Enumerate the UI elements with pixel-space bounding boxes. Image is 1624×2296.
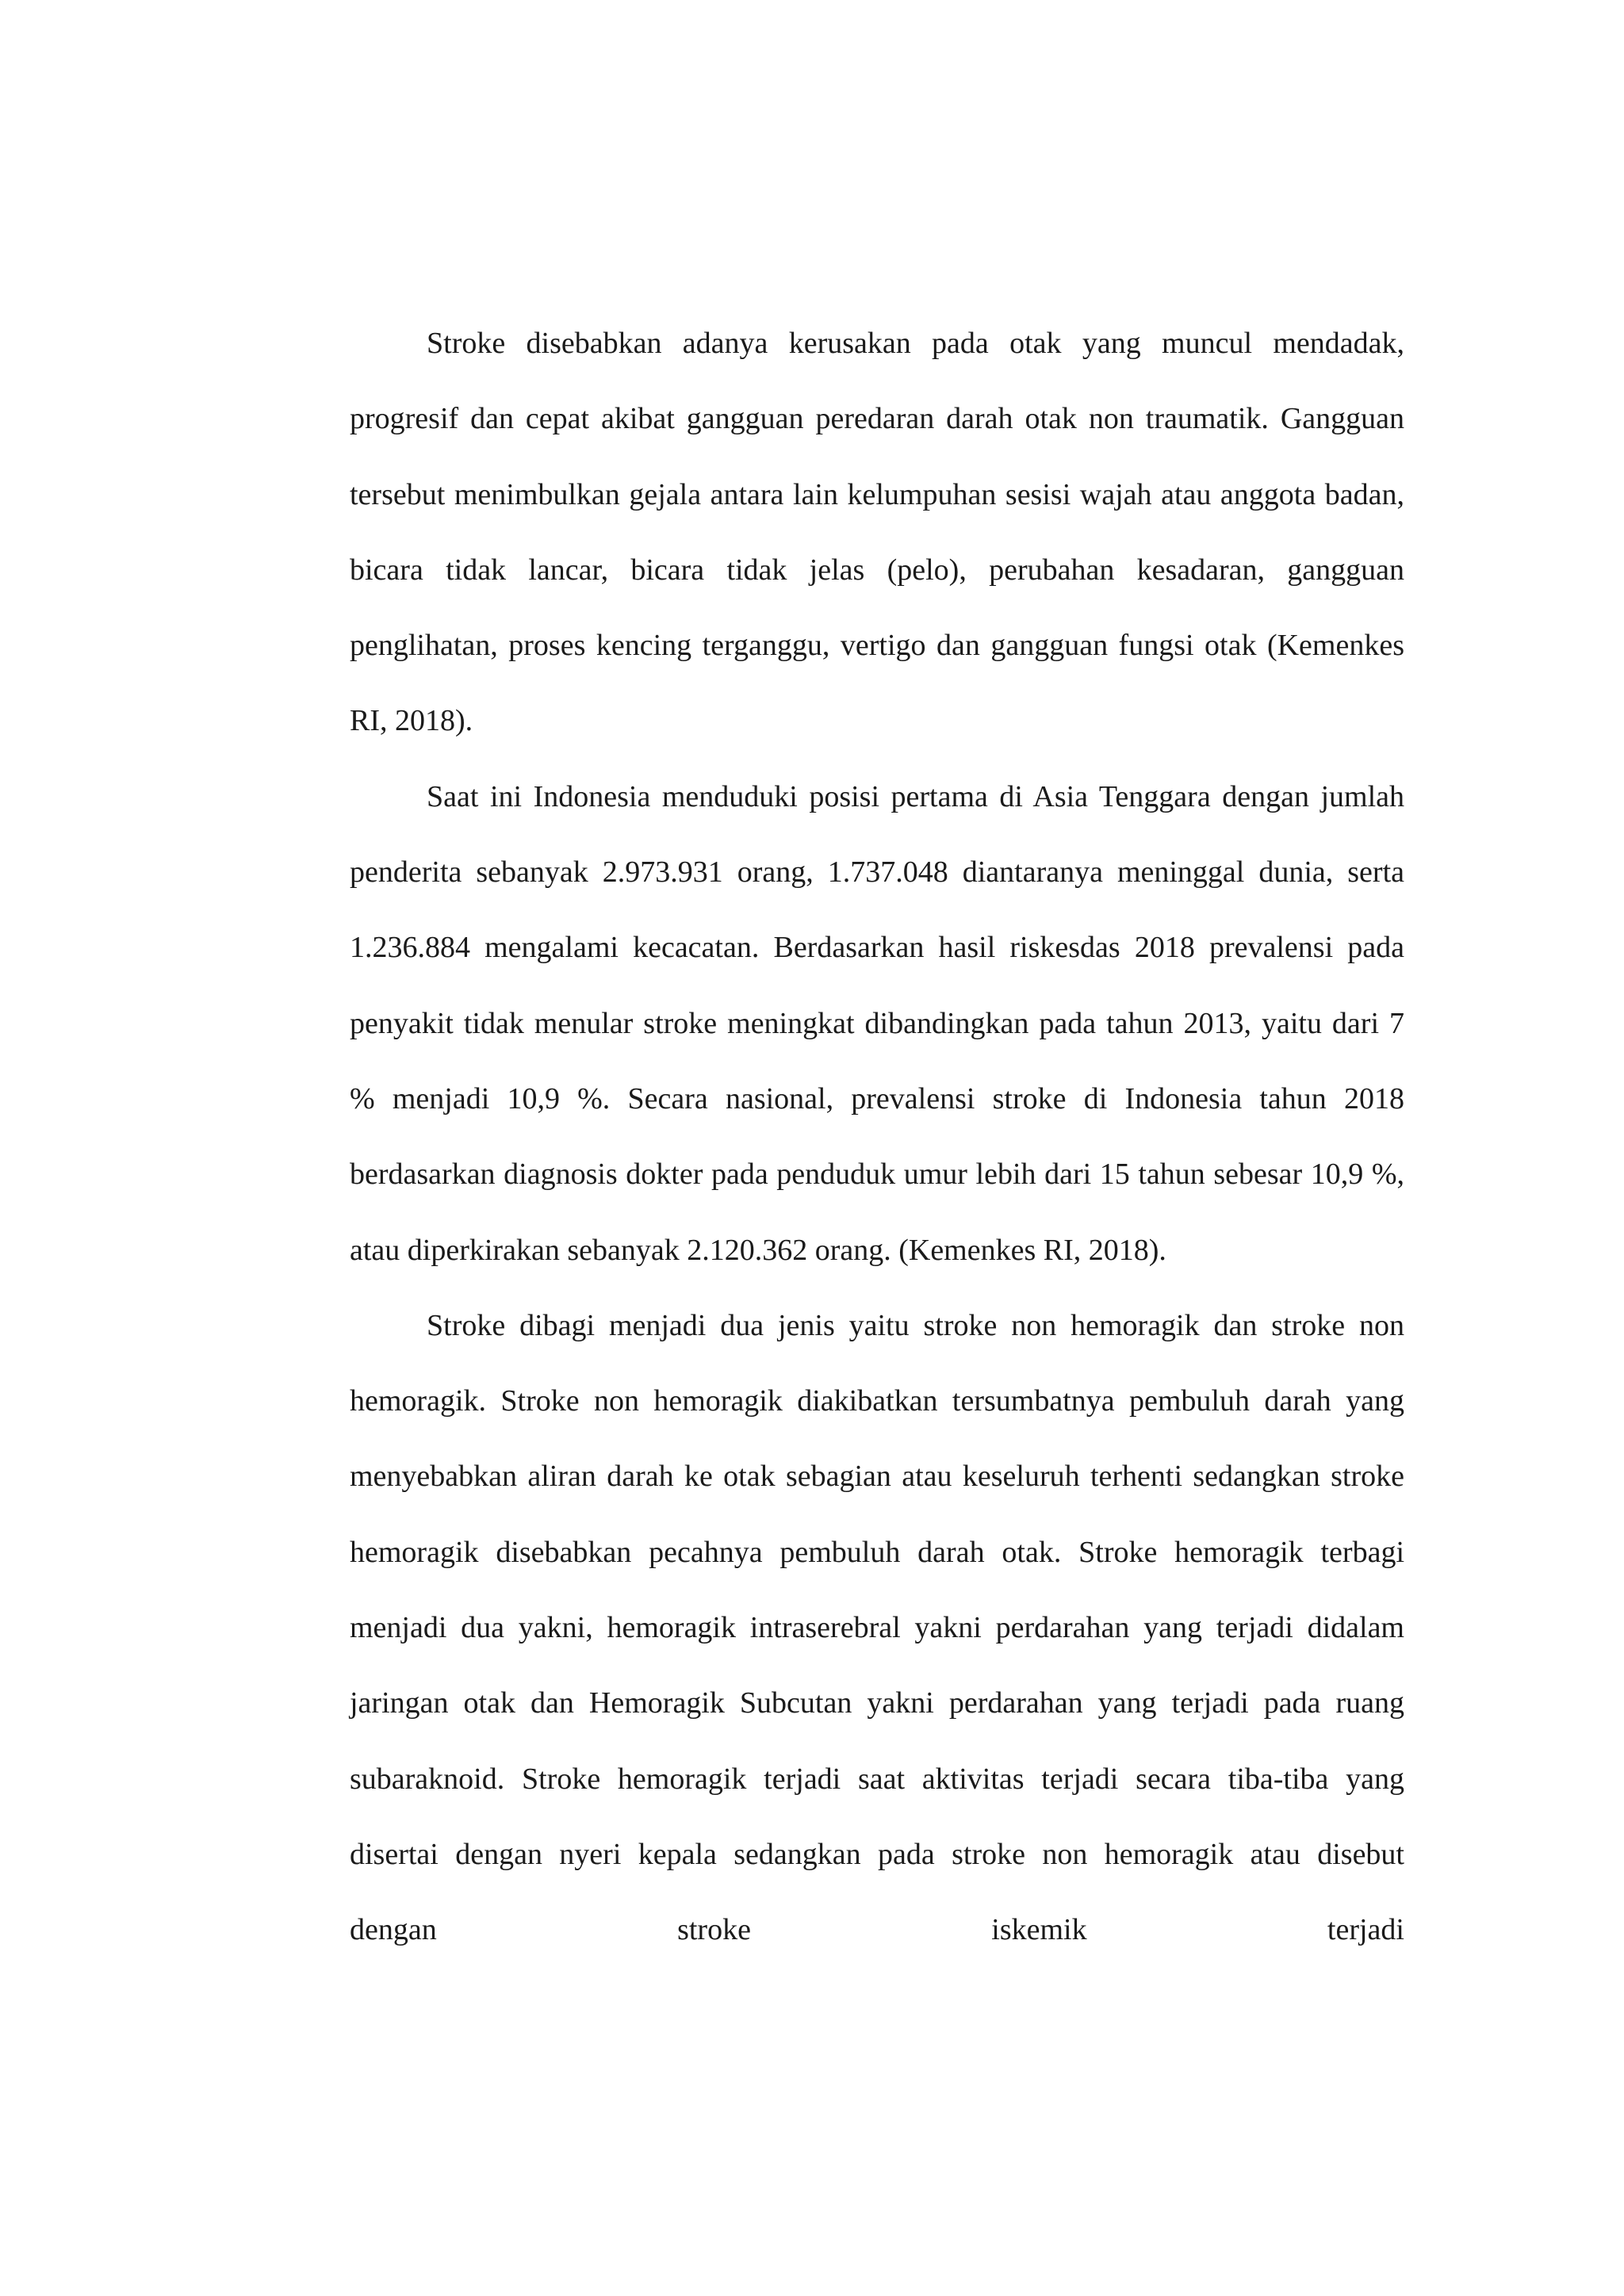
paragraph-stroke-statistics: Saat ini Indonesia menduduki posisi pertama di Asia Tenggara dengan jumlah penderita sebanyak 2.973.931 orang, 1.737.048 diantaranya meninggal dunia, serta 1.236.884 mengalami kecacatan. Berdasarkan hasil riskesdas 2018 prevalensi pada penyakit tidak menular stroke meningkat dibandingkan pada tahun 2013, yaitu dari 7 % menjadi 10,9 %. Secara nasional, prevalensi stroke di Indonesia tahun 2018 berdasarkan diagnosis dokter pada penduduk umur lebih dari 15 tahun sebesar 10,9 %, atau diperkirakan sebanyak 2.120.362 orang. (Kemenkes RI, 2018). xyxy=(350,779,1404,1267)
body-text xyxy=(350,306,1404,1969)
paragraph-stroke-definition: Stroke disebabkan adanya kerusakan pada otak yang muncul mendadak, progresif dan cepat akibat gangguan peredaran darah otak non traumatik. Gangguan tersebut menimbulkan gejala antara lain kelumpuhan sesisi wajah atau anggota badan, bicara tidak lancar, bicara tidak jelas (pelo), perubahan kesadaran, gangguan penglihatan, proses kencing terganggu, vertigo dan gangguan fungsi otak (Kemenkes RI, 2018). xyxy=(350,327,1404,738)
paragraph-stroke-types: Stroke dibagi menjadi dua jenis yaitu stroke non hemoragik dan stroke non hemoragik. Stroke non hemoragik diakibatkan tersumbatnya pembuluh darah yang menyebabkan aliran darah ke otak sebagian atau keseluruh terhenti sedangkan stroke hemoragik disebabkan pecahnya pembuluh darah otak. Stroke hemoragik terbagi menjadi dua yakni, hemoragik intraserebral yakni perdarahan yang terjadi didalam jaringan otak dan Hemoragik Subcutan yakni perdarahan yang terjadi pada ruang subaraknoid. Stroke hemoragik terjadi saat aktivitas terjadi secara tiba-tiba yang disertai dengan nyeri kepala sedangkan pada stroke non hemoragik atau disebut dengan stroke iskemik terjadi xyxy=(350,1308,1404,1947)
